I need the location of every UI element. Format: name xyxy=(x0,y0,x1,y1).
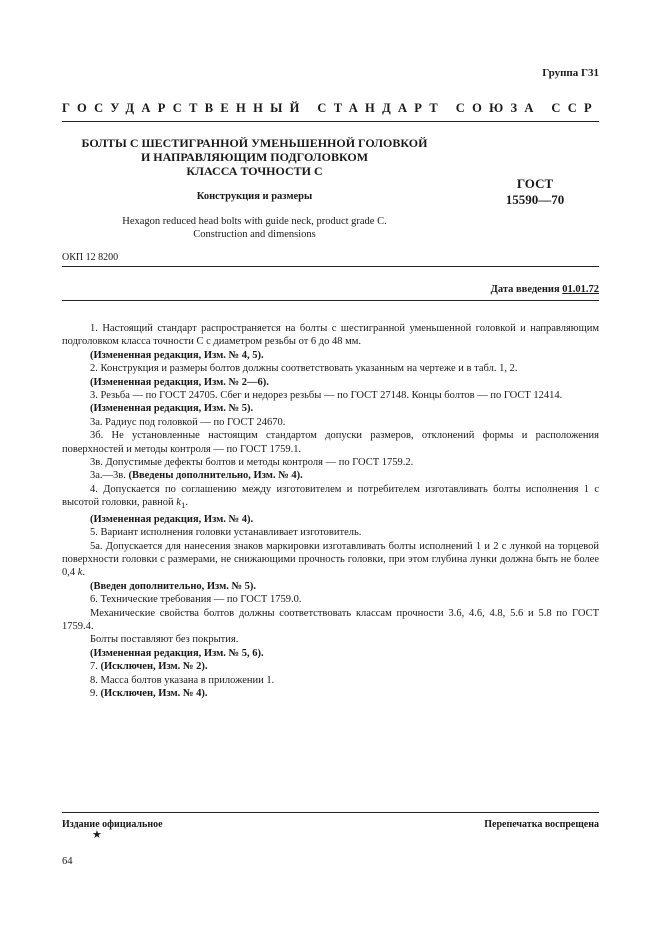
paragraph: 3б. Не установленные настоящим стандартом допуски размеров, отклонений формы и расположения поверхностей и методы контроля — по ГОСТ 1759.1. xyxy=(62,430,599,455)
paragraph: 2. Конструкция и размеры болтов должны соответствовать указанным на чертеже и в табл. 1, 2. xyxy=(90,363,518,375)
gov-word: ГОСУДАРСТВЕННЫЙ xyxy=(62,101,307,115)
paragraph xyxy=(62,540,599,580)
document-subtitle: Конструкция и размеры xyxy=(196,191,313,202)
okp-rule xyxy=(62,266,599,267)
introduction-date xyxy=(491,284,599,295)
paragraph xyxy=(62,687,599,700)
paragraph-text: 5а. Допускается для нанесения знаков маркировки изготавливать болты исполнений 1 и 2 с лункой на торцевой поверхности головки с размерами, не снижающими прочность головки, при этом глубина лунки должна быть не более 0,4 xyxy=(62,540,599,579)
date-value: 01.01.72 xyxy=(562,284,599,295)
revision-note: (Измененная редакция, Изм. № 5). xyxy=(90,403,254,415)
gov-word: СТАНДАРТ xyxy=(317,101,446,115)
paragraph xyxy=(62,660,599,673)
gost-number: 15590—70 xyxy=(505,192,565,207)
revision-note: (Измененная редакция, Изм. № 4). xyxy=(90,513,254,525)
heading-rule xyxy=(62,121,599,122)
revision-note: (Введен дополнительно, Изм. № 5). xyxy=(90,580,257,592)
revision-text: (Исключен, Изм. № 4). xyxy=(100,688,208,700)
paragraph xyxy=(62,483,599,513)
paragraph: 1. Настоящий стандарт распространяется на болты с шестигранной уменьшенной головкой и направляющим подголовком класса точности С с диаметром резьбы от 6 до 48 мм. xyxy=(62,323,599,348)
clause-number: 7. xyxy=(90,661,101,673)
footer-rule xyxy=(62,812,599,813)
revision-note: (Измененная редакция, Изм. № 5, 6). xyxy=(90,647,264,659)
okp-code: ОКП 12 8200 xyxy=(62,252,119,263)
document-body xyxy=(62,322,599,700)
gov-word: ССР xyxy=(551,101,599,115)
title-line: И НАПРАВЛЯЮЩИМ ПОДГОЛОВКОМ xyxy=(140,150,369,164)
revision-note: (Измененная редакция, Изм. № 4, 5). xyxy=(90,349,264,361)
date-rule xyxy=(62,300,599,301)
paragraph: Механические свойства болтов должны соответствовать классам прочности 3.6, 4.6, 4.8, 5.6 и 5.8 по ГОСТ 1759.4. xyxy=(62,607,599,633)
star-icon: ★ xyxy=(92,829,102,841)
official-edition: Издание официальное xyxy=(62,819,163,830)
revision-note xyxy=(62,469,599,482)
period: . xyxy=(185,497,188,509)
paragraph: 8. Масса болтов указана в приложении 1. xyxy=(90,674,275,686)
paragraph: 3в. Допустимые дефекты болтов и методы контроля — по ГОСТ 1759.2. xyxy=(90,457,414,469)
english-title-line: Hexagon reduced head bolts with guide neck, product grade C. xyxy=(122,216,387,227)
gost-number-block xyxy=(470,176,600,208)
clause-number: 9. xyxy=(90,688,101,700)
page-number: 64 xyxy=(62,856,73,867)
paragraph: 3. Резьба — по ГОСТ 24705. Сбег и недорез резьбы — по ГОСТ 27148. Концы болтов — по ГОСТ 12414. xyxy=(90,390,563,402)
reprint-prohibited: Перепечатка воспрещена xyxy=(484,819,599,830)
paragraph-text: 4. Допускается по соглашению между изготовителем и потребителем изготавливать болты исполнения 1 с высотой головки, равной xyxy=(62,483,599,509)
symbol-k: k xyxy=(77,567,83,579)
title-line: БОЛТЫ С ШЕСТИГРАННОЙ УМЕНЬШЕННОЙ ГОЛОВКОЙ xyxy=(81,136,428,150)
paragraph: 5. Вариант исполнения головки устанавливает изготовитель. xyxy=(90,527,362,539)
revision-note: (Измененная редакция, Изм. № 2—6). xyxy=(90,376,269,388)
revision-text: (Введены дополнительно, Изм. № 4). xyxy=(128,470,303,482)
paragraph: 6. Технические требования — по ГОСТ 1759.0. xyxy=(90,594,302,606)
gost-label: ГОСТ xyxy=(516,176,554,191)
english-title xyxy=(62,215,447,241)
symbol-k: k xyxy=(176,497,181,509)
paragraph: Болты поставляют без покрытия. xyxy=(90,634,239,646)
subscript: 1 xyxy=(180,500,186,511)
date-label: Дата введения xyxy=(490,284,560,295)
document-title xyxy=(62,136,447,178)
period: . xyxy=(82,567,86,579)
state-standard-heading xyxy=(62,101,599,116)
gov-word: СОЮЗА xyxy=(455,101,541,115)
title-line: КЛАССА ТОЧНОСТИ С xyxy=(186,164,323,178)
group-code: Группа Г31 xyxy=(542,67,599,79)
clause-range: 3а.—3в. xyxy=(90,470,129,482)
revision-text: (Исключен, Изм. № 2). xyxy=(100,661,208,673)
paragraph: 3а. Радиус под головкой — по ГОСТ 24670. xyxy=(90,416,286,428)
english-title-line: Construction and dimensions xyxy=(193,229,316,240)
